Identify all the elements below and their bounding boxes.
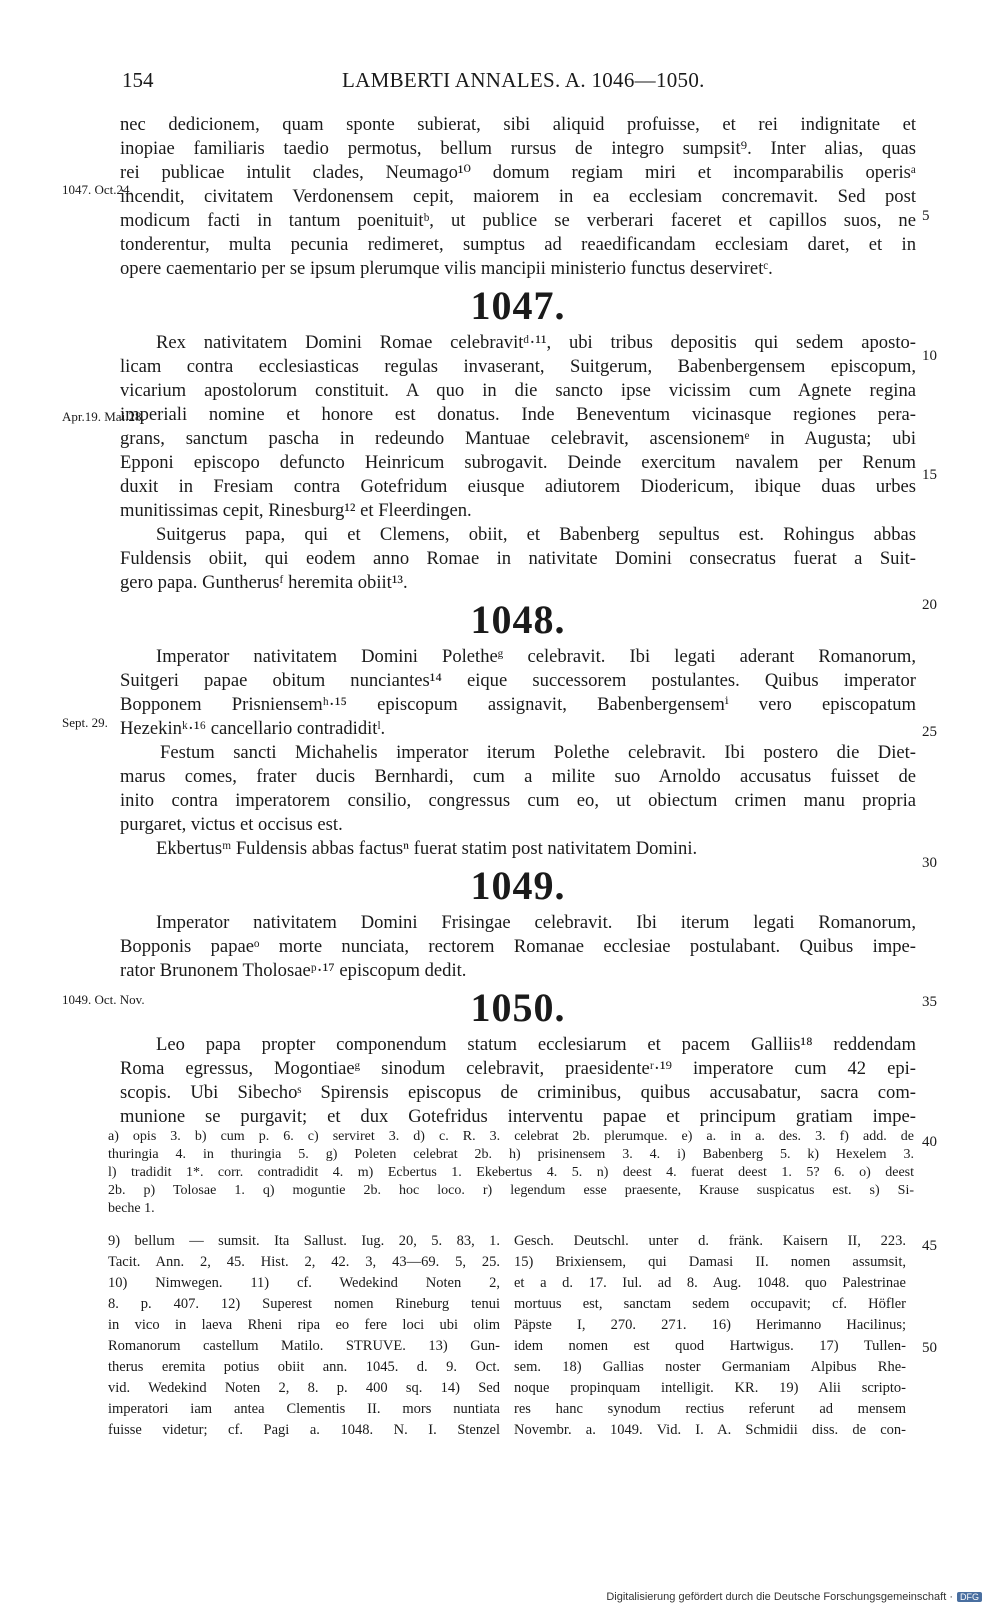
footnote-line: Tacit. Ann. 2, 45. Hist. 2, 42. 3, 43—69. 5, 25.: [108, 1254, 500, 1270]
footnote-line: 9) bellum — sumsit. Ita Sallust. Iug. 20, 5. 83, 1.: [108, 1233, 500, 1249]
footnote-line: Gesch. Deutschl. unter d. fränk. Kaisern II, 223.: [514, 1233, 906, 1249]
margin-date-sept29: Sept. 29.: [62, 715, 108, 730]
text-line: inito contra imperatorem consilio, congressus cum eo, ut obiectum crimen manu propria: [120, 790, 916, 811]
line-number: 25: [922, 724, 937, 740]
text-line: vicarium apostolorum constituit. A quo in die sancto ipse vicissim cum Agnete regina: [120, 380, 916, 401]
year-heading-1048: 1048.: [470, 597, 566, 642]
text-line: grans, sanctum pascha in redeundo Mantuae celebravit, ascensionemᵉ in Augusta; ubi: [120, 428, 916, 449]
text-line: gero papa. Guntherusᶠ heremita obiit¹³.: [120, 572, 408, 593]
text-line: Rex nativitatem Domini Romae celebravitᵈ·¹¹, ubi tribus depositis qui sedem aposto-: [156, 332, 916, 353]
text-line: rator Brunonem Tholosaeᵖ·¹⁷ episcopum dedit.: [120, 960, 467, 981]
variant-line: 2b. p) Tolosae 1. q) moguntie 2b. hoc loco. r) legendum esse praesente, Krause suspicatus est. s) Si-: [108, 1183, 914, 1198]
main-text: [120, 113, 916, 1129]
digitization-credit: [606, 1591, 982, 1603]
line-number: 20: [922, 597, 937, 613]
text-line: scopis. Ubi Sibechoˢ Spirensis episcopus de criminibus, quibus accusabatur, sacra com-: [120, 1082, 916, 1103]
text-line: Ekbertusᵐ Fuldensis abbas factusⁿ fuerat statim post nativitatem Domini.: [156, 838, 698, 859]
footnote-line: Päpste I, 270. 271. 16) Herimannо Hacilinus;: [514, 1317, 906, 1333]
text-line: Bopponem Prisniensemʰ·¹⁵ episcopum assignavit, Babenbergensemⁱ vero episcopatum: [120, 694, 916, 715]
text-line: Leo papa propter componendum statum ecclesiarum et pacem Galliis¹⁸ reddendam: [156, 1034, 916, 1055]
line-number: 45: [922, 1238, 937, 1254]
year-heading-1050: 1050.: [470, 985, 566, 1030]
footnotes-left-column: [108, 1231, 500, 1441]
variant-line: beche 1.: [108, 1201, 155, 1216]
line-number: 50: [922, 1340, 937, 1356]
textual-variants: [108, 1128, 914, 1218]
margin-date-1047-oct24: 1047. Oct.24.: [62, 182, 133, 197]
line-number: 40: [922, 1134, 937, 1150]
footnote-line: noque propinquam intelligit. KR. 19) Alii scripto-: [514, 1380, 906, 1396]
text-line: Imperator nativitatem Domini Poletheᵍ celebravit. Ibi legati aderant Romanorum,: [156, 646, 916, 667]
footnote-line: in vico in laeva Rheni ripa eo fere loci ubi olim: [108, 1317, 500, 1333]
variant-line: thuringia 4. in thuringia 5. g) Poleten celebrat 2b. h) prisinensem 3. 4. i) Babenberg 5. k) Hexelem 3.: [108, 1147, 914, 1162]
text-line: Suitgerus papa, qui et Clemens, obiit, et Babenberg sepultus est. Rohingus abbas: [156, 524, 916, 545]
footnotes-right-column: [514, 1231, 906, 1441]
footnote-line: Romanorum castellum Matilo. STRUVE. 13) Gun-: [108, 1338, 500, 1354]
text-line: inopiae familiaris taedio permotus, bellum rursus de integro sumpsit⁹. Inter alias, quas: [120, 138, 916, 159]
footnote-line: idem nomen est quod Hartwigus. 17) Tullen-: [514, 1338, 906, 1354]
text-line: Fuldensis obiit, qui eodem anno Romae in nativitate Domini consecratus fuerat a Suit-: [120, 548, 916, 569]
text-line: Imperator nativitatem Domini Frisingae celebravit. Ibi iterum legati Romanorum,: [156, 912, 916, 933]
text-line: Suitgeri papae obitum nunciantes¹⁴ eique successorem postulantes. Quibus imperator: [120, 670, 916, 691]
year-heading-1049: 1049.: [470, 863, 566, 908]
text-line: Bopponis papaeᵒ morte nunciata, rectorem Romanae ecclesiae postulabant. Quibus impe-: [120, 936, 916, 957]
text-line: opere caementario per se ipsum plerumque vilis mancipii ministerio functus deserviretᶜ.: [120, 258, 773, 279]
margin-date-1049-oct-nov: 1049. Oct. Nov.: [62, 992, 145, 1007]
variant-line: l) tradidit 1*. corr. contradidit 4. m) Ecbertus 1. Ekebertus 4. 5. n) deest 4. fuerat deest 1. 5? 6. o) deest: [108, 1165, 914, 1180]
footnote-line: Novembr. a. 1049. Vid. I. A. Schmidii diss. de con-: [514, 1422, 906, 1438]
footnote-line: 10) Nimwegen. 11) cf. Wedekind Noten 2,: [108, 1275, 500, 1291]
margin-date-apr-mai: Apr.19. Mai.28.: [62, 409, 145, 424]
line-number: 10: [922, 348, 937, 364]
text-line: munitissimas cepit, Rinesburg¹² et Fleerdingen.: [120, 500, 472, 521]
footnote-line: sem. 18) Gallias noster Germaniam Alpibus Rhe-: [514, 1359, 906, 1375]
page-number: 154: [122, 68, 154, 92]
text-line: duxit in Fresiam contra Gotefridum eiusque adiutorem Diodericum, ibique duas urbes: [120, 476, 916, 497]
credit-text: Digitalisierung gefördert durch die Deutsche Forschungsgemeinschaft ·: [606, 1591, 953, 1603]
text-line: Festum sancti Michahelis imperator iterum Polethe celebravit. Ibi postero die Diet-: [160, 742, 916, 763]
text-line: Roma egressus, Mogontiaeᵍ sinodum celebravit, praesidenteʳ·¹⁹ imperatore cum 42 epi-: [120, 1058, 916, 1079]
text-line: Hezekinᵏ·¹⁶ cancellario contradiditˡ.: [120, 718, 386, 739]
footnote-line: vid. Wedekind Noten 2, 8. p. 400 sq. 14) Sed: [108, 1380, 500, 1396]
line-number: 35: [922, 994, 937, 1010]
line-number: 15: [922, 467, 937, 483]
footnote-line: fuisse videtur; cf. Pagi a. 1048. N. I. Stenzel: [108, 1422, 500, 1438]
text-line: imperiali nomine et honore est donatus. Inde Beneventum vicinasque regiones pera-: [120, 404, 916, 425]
footnote-line: 8. p. 407. 12) Superest nomen Rineburg tenui: [108, 1296, 500, 1312]
line-number: 5: [922, 208, 930, 224]
text-line: marus comes, frater ducis Bernhardi, cum a milite suo Arnoldo accusatus fuisset de: [120, 766, 916, 787]
running-title: LAMBERTI ANNALES. A. 1046—1050.: [342, 68, 705, 92]
text-line: licam contra ecclesiasticas regulas invaserant, Suitgerum, Babenbergensem episcopum,: [120, 356, 916, 377]
footnote-line: therus eremita potius obiit ann. 1045. d. 9. Oct.: [108, 1359, 500, 1375]
footnote-line: mortuus est, sanctam sedem occupavit; cf. Höfler: [514, 1296, 906, 1312]
text-line: Epponi episcopo defuncto Heinricum subrogavit. Deinde exercitum navalem per Renum: [120, 452, 916, 473]
text-line: tonderentur, multa pecunia redimeret, sumptus ad reaedificandam ecclesiam daret, et in: [120, 234, 916, 255]
footnote-line: et a d. 17. Iul. ad 8. Aug. 1048. quo Palestrinae: [514, 1275, 906, 1291]
footnote-line: 15) Brixiensem, qui Damasi II. nomen assumsit,: [514, 1254, 906, 1270]
year-heading-1047: 1047.: [470, 283, 566, 328]
text-line: nec dedicionem, quam sponte subierat, sibi aliquid profuisse, et rei indignitate et: [120, 114, 916, 135]
line-number: 30: [922, 855, 937, 871]
footnote-line: res hanc synodum rectius referunt ad mensem: [514, 1401, 906, 1417]
variant-line: a) opis 3. b) cum p. 6. c) serviret 3. d) c. R. 3. celebrat 2b. plerumque. e) a. in a. des. 3. f) add. de: [108, 1129, 914, 1144]
dfg-logo: DFG: [957, 1592, 982, 1602]
text-line: munione se purgavit; et dux Gotefridus interventu papae et principum gratiam impe-: [120, 1106, 916, 1127]
text-line: incendit, civitatem Verdonensem cepit, maiorem in ea ecclesiam concremavit. Sed post: [120, 186, 916, 207]
text-line: purgaret, victus et occisus est.: [120, 814, 343, 835]
text-line: rei publicae intulit clades, Neumago¹⁰ domum regiam miri et incomparabilis operisᵃ: [120, 162, 916, 183]
text-line: modicum facti in tantum poenituitᵇ, ut publice se verberari faceret et capillos suos, ne: [120, 210, 916, 231]
footnote-line: imperatori iam antea Clementis II. mors nuntiata: [108, 1401, 500, 1417]
